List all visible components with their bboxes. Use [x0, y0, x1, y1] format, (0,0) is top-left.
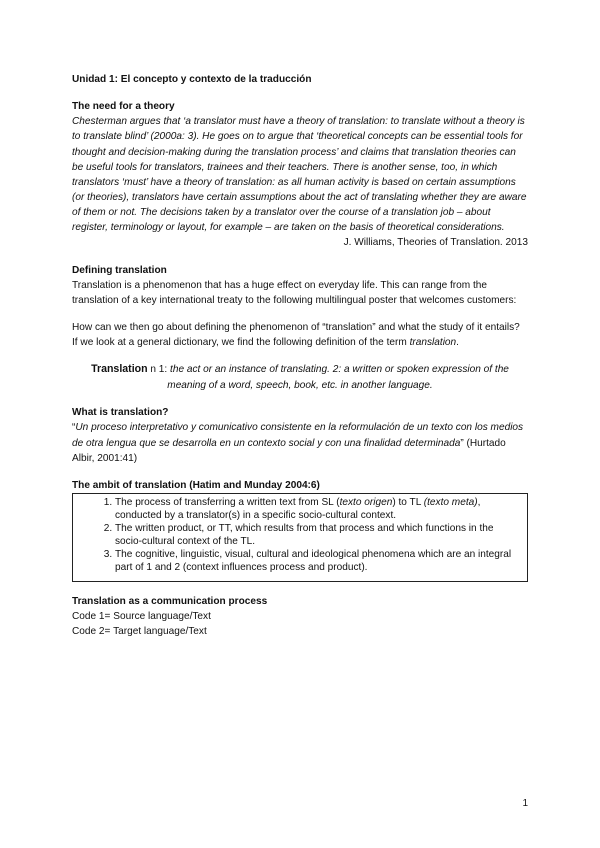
defining-paragraph-2-text: How can we then go about defining the phenomenon of “translation” and what the study of it entails? If we look at a general dictionary, we find the following definition of the term: [72, 321, 520, 349]
ambit-item-1-tl: (texto meta): [423, 496, 478, 508]
ambit-item-3: 3. The cognitive, linguistic, visual, cultural and ideological phenomena which are an integral part of 1 and 2 (context influences process and product).: [115, 549, 519, 574]
heading-need-for-theory: The need for a theory: [72, 101, 175, 113]
ambit-item-1: [115, 497, 519, 522]
heading-what-is-translation: What is translation?: [72, 407, 169, 419]
hurtado-quote-text: Un proceso interpretativo y comunicativo consistente en la reformulación de un texto con los medios de otra lengua que se desarrolla en un contexto social y con una finalidad determinada: [72, 422, 524, 449]
defining-paragraph-1: Translation is a phenomenon that has a huge effect on everyday life. This can range from the translation of a key international treaty to the following multilingual poster that welcomes customers:: [72, 279, 517, 306]
ambit-item-1-text-a: The process of transferring a written text from SL (: [115, 496, 340, 508]
chesterman-quote: Chesterman argues that ‘a translator must have a theory of translation: to translate without a theory is to translate blind’ (2000a: 3). He goes on to argue that ‘theoretical concepts can be essential tools for thought and decision-making during the translation process’ and claims that translation theories can be useful tools for translators, trainees and their teachers. There is another sense, too, in which translators ‘must’ have a theory of translation: as all human activity is based on certain assumptions (or theories), translators have certain assumptions about the act of translating whether they are aware of them or not. The decisions taken by a translator over the course of a translation job – about register, terminology or layout, for example – are taken on the basis of theoretical considerations.: [72, 116, 527, 234]
ambit-item-1-text-b: ) to TL: [392, 496, 424, 508]
ambit-item-2: 2. The written product, or TT, which results from that process and which functions in the socio-cultural context of the TL.: [115, 523, 519, 548]
defining-paragraph-2-end: .: [456, 337, 459, 349]
hurtado-citation: ” (Hurtado Albir, 2001:41): [72, 437, 506, 464]
heading-communication-process: Translation as a communication process: [72, 595, 268, 607]
hurtado-quote: [72, 420, 528, 465]
definition-text: the act or an instance of translating. 2: a written or spoken expression of the meaning of a word, speech, book, etc. in another language.: [167, 364, 509, 392]
document-title: Unidad 1: El concepto y contexto de la traducción: [72, 74, 312, 85]
code-1: Code 1= Source language/Text: [72, 610, 211, 622]
dictionary-definition: [72, 362, 528, 393]
defining-paragraph-2: [72, 320, 528, 350]
ambit-list: [81, 497, 519, 575]
quote-attribution: J. Williams, Theories of Translation. 2013: [343, 237, 528, 249]
document-page: [72, 62, 528, 639]
code-2: Code 2= Target language/Text: [72, 625, 207, 637]
definition-pos: n 1:: [147, 364, 171, 376]
ambit-item-1-sl: texto origen: [339, 496, 393, 508]
defining-term: translation: [409, 337, 457, 349]
heading-defining-translation: Defining translation: [72, 264, 167, 276]
heading-ambit: The ambit of translation (Hatim and Munday 2004:6): [72, 479, 320, 491]
ambit-item-1-text-c: , conducted by a translator(s) in a specific socio-cultural context.: [115, 496, 481, 521]
definition-term: Translation: [91, 363, 148, 376]
page-number: 1: [522, 798, 528, 809]
quote-open-mark: “: [72, 422, 76, 434]
ambit-box: [72, 493, 528, 582]
